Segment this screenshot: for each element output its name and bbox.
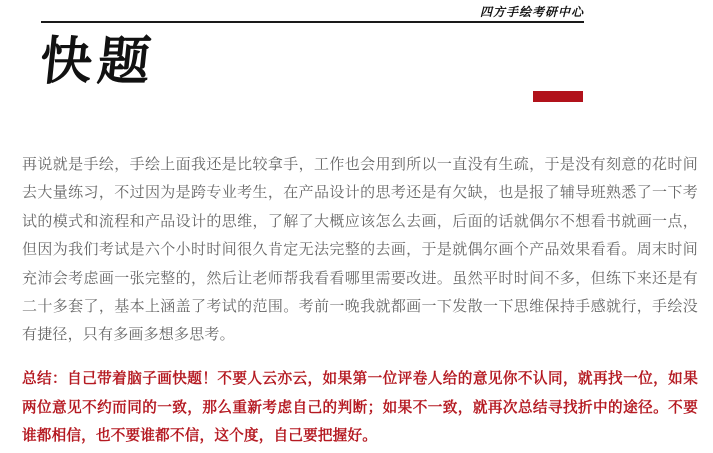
brand-label: 四方手绘考研中心 xyxy=(479,5,584,19)
accent-bar xyxy=(533,91,583,102)
page-title: 快题 xyxy=(36,31,160,92)
summary-paragraph: 总结：自己带着脑子画快题！不要人云亦云，如果第一位评卷人给的意见你不认同，就再找一位，如果两位意见不约而同的一致，那么重新考虑自己的判断；如果不一致，就再次总结寻找折中的途径。不要谁都相信，也不要谁都不信，这个度，自己要把握好。 xyxy=(22,370,698,445)
body-paragraph: 再说就是手绘，手绘上面我还是比较拿手，工作也会用到所以一直没有生疏，于是没有刻意的花时间去大量练习，不过因为是跨专业考生，在产品设计的思考还是有欠缺，也是报了辅导班熟悉了一下考试的模式和流程和产品设计的思维，了解了大概应该怎么去画，后面的话就偶尔不想看书就画一点，但因为我们考试是六个小时时间很久肯定无法完整的去画，于是就偶尔画个产品效果看看。周末时间充沛会考虑画一张完整的，然后让老师帮我看看哪里需要改进。虽然平时时间不多，但练下来还是有二十多套了，基本上涵盖了考试的范围。考前一晚我就都画一下发散一下思维保持手感就行，手绘没有捷径，只有多画多想多思考。 xyxy=(22,155,698,344)
header-divider xyxy=(41,21,584,23)
